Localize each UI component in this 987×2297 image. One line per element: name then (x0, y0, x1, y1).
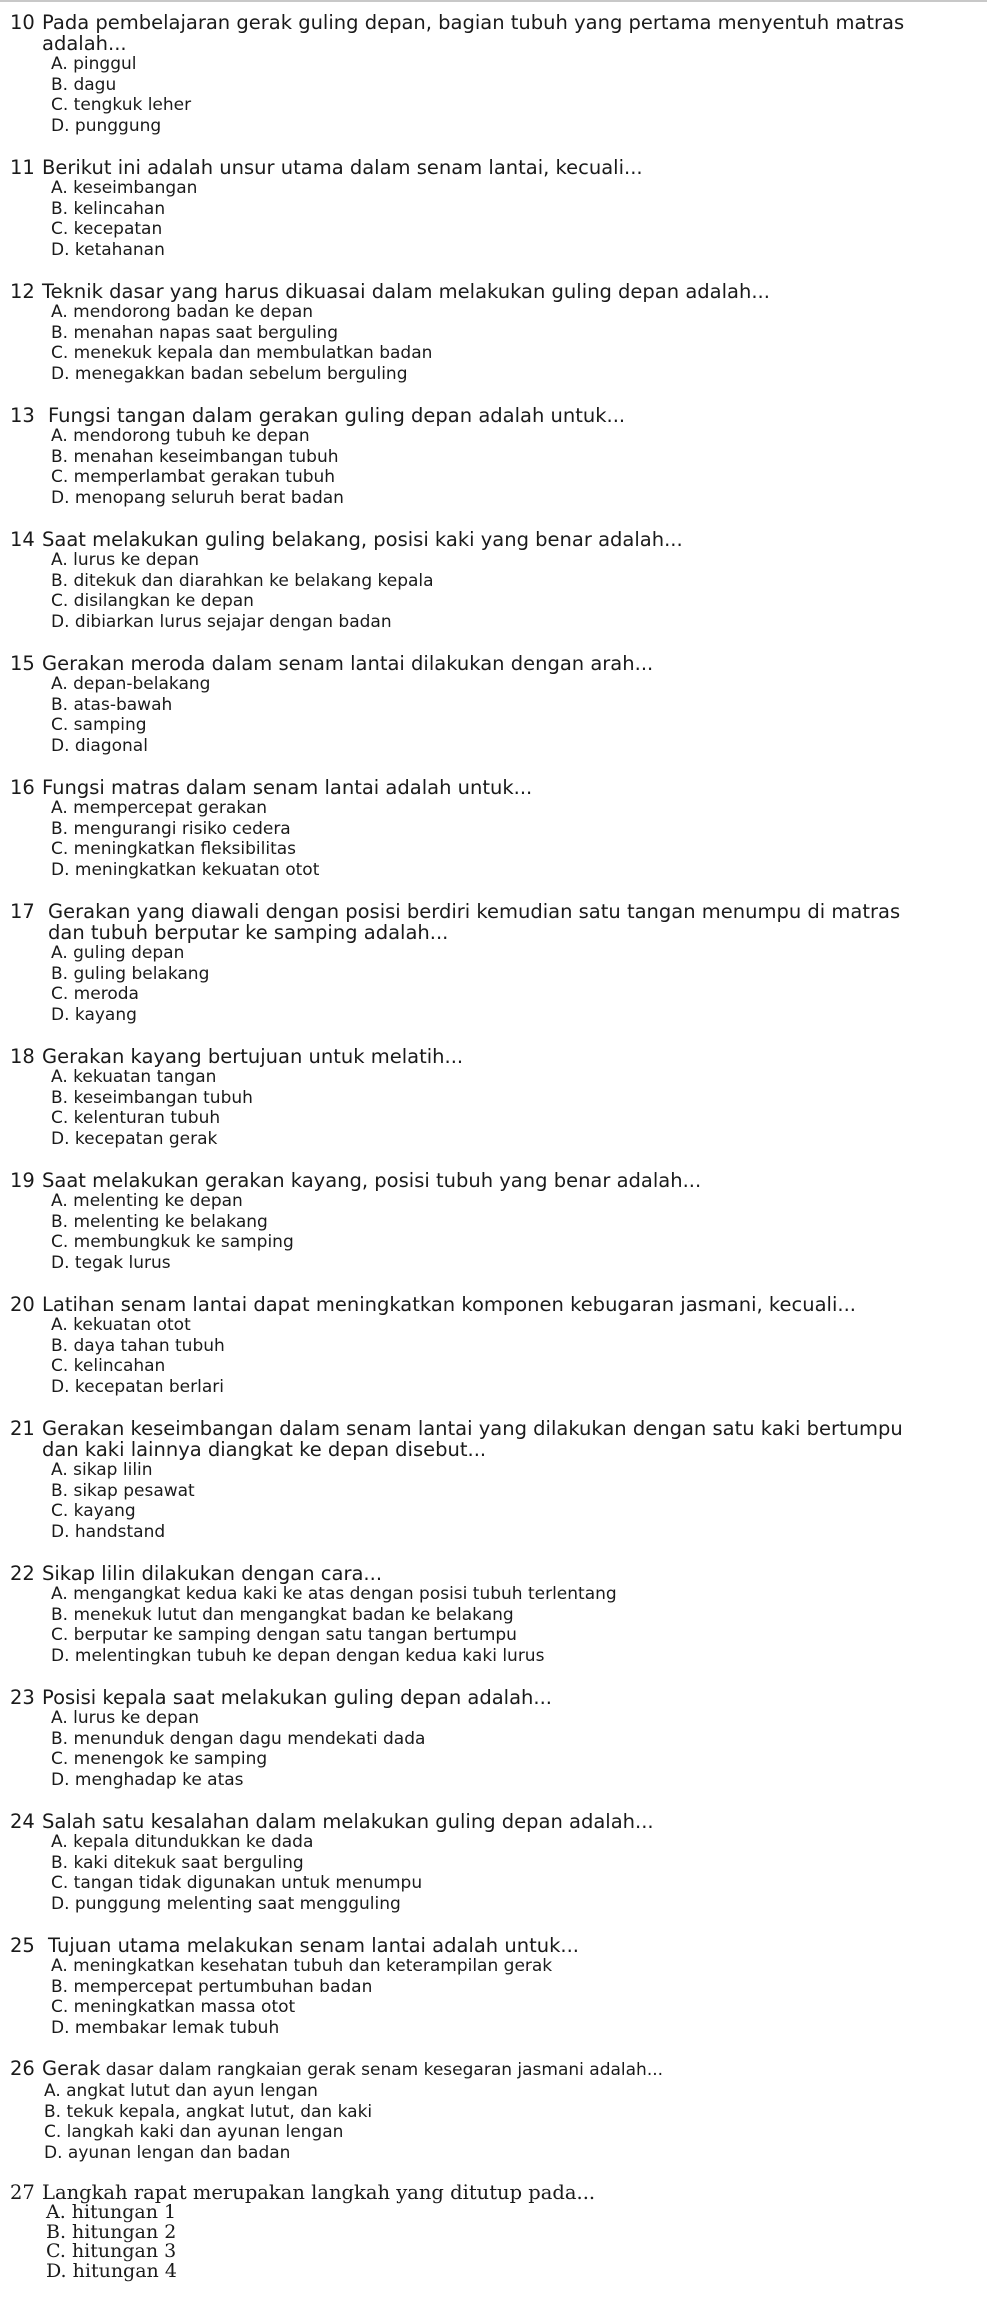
question-stem (0, 1418, 987, 1460)
option-d: D. kecepatan gerak (51, 1128, 218, 1149)
question-number: 27 (10, 2181, 35, 2204)
option-c: C. disilangkan ke depan (51, 591, 254, 611)
option-c: C. kecepatan (51, 219, 163, 239)
question-20 (0, 1294, 987, 1397)
option-d: D. hitungan 4 (46, 2259, 177, 2282)
question-number: 25 (10, 1934, 35, 1957)
option-d: D. ayunan lengan dan badan (44, 2142, 291, 2163)
question-stem (0, 1170, 987, 1191)
option-a: A. pinggul (51, 54, 137, 74)
option-a: A. kepala ditundukkan ke dada (51, 1832, 314, 1852)
option-d: D. menopang seluruh berat badan (51, 487, 344, 508)
question-text: Latihan senam lantai dapat meningkatkan komponen kebugaran jasmani, kecuali... (42, 1293, 856, 1316)
option-a: A. meningkatkan kesehatan tubuh dan keterampilan gerak (51, 1956, 553, 1976)
question-stem (0, 901, 987, 943)
question-stem (0, 1046, 987, 1067)
option-b: B. ditekuk dan diarahkan ke belakang kepala (51, 570, 434, 591)
question-text: Posisi kepala saat melakukan guling depan adalah... (42, 1686, 552, 1709)
option-d: D. menegakkan badan sebelum berguling (51, 363, 408, 384)
question-text: Berikut ini adalah unsur utama dalam senam lantai, kecuali... (42, 156, 643, 179)
question-stem (0, 529, 987, 550)
question-stem (0, 12, 987, 54)
option-b: B. atas-bawah (51, 694, 173, 715)
option-b: B. sikap pesawat (51, 1480, 195, 1501)
question-head-word: Gerak (42, 2057, 101, 2080)
option-a: A. kekuatan otot (51, 1315, 191, 1335)
question-stem (0, 2182, 987, 2203)
question-text: Teknik dasar yang harus dikuasai dalam melakukan guling depan adalah... (42, 280, 770, 303)
option-a: A. mendorong badan ke depan (51, 302, 314, 322)
question-text: Sikap lilin dilakukan dengan cara... (42, 1562, 383, 1585)
question-stem (0, 2058, 987, 2081)
question-text: Fungsi matras dalam senam lantai adalah untuk... (42, 776, 533, 799)
option-b: B. mempercepat pertumbuhan badan (51, 1976, 373, 1997)
question-17 (0, 901, 987, 1025)
question-15 (0, 653, 987, 756)
option-a: A. kekuatan tangan (51, 1067, 217, 1087)
option-b: B. melenting ke belakang (51, 1211, 268, 1232)
option-b: B. kelincahan (51, 198, 166, 219)
option-d: D. melentingkan tubuh ke depan dengan kedua kaki lurus (51, 1645, 545, 1666)
option-a: A. mengangkat kedua kaki ke atas dengan posisi tubuh terlentang (51, 1584, 617, 1604)
option-a: A. lurus ke depan (51, 1708, 199, 1728)
question-number: 12 (10, 280, 35, 303)
option-c: C. kelincahan (51, 1356, 166, 1376)
question-text: Gerakan kayang bertujuan untuk melatih... (42, 1045, 464, 1068)
question-number: 21 (10, 1417, 35, 1440)
option-c: C. tengkuk leher (51, 95, 192, 115)
option-d: D. tegak lurus (51, 1252, 171, 1273)
question-27 (0, 2182, 987, 2281)
question-18 (0, 1046, 987, 1149)
option-a: A. mendorong tubuh ke depan (51, 426, 310, 446)
question-text: Saat melakukan guling belakang, posisi kaki yang benar adalah... (42, 528, 683, 551)
option-d: D. kecepatan berlari (51, 1376, 224, 1397)
option-c: C. tangan tidak digunakan untuk menumpu (51, 1873, 423, 1893)
option-d: D. punggung melenting saat mengguling (51, 1893, 401, 1914)
option-b: B. menunduk dengan dagu mendekati dada (51, 1728, 426, 1749)
question-stem (0, 777, 987, 798)
question-13 (0, 405, 987, 508)
question-stem (0, 281, 987, 302)
option-b: B. dagu (51, 74, 117, 95)
option-a: A. keseimbangan (51, 178, 198, 198)
question-number: 16 (10, 776, 35, 799)
option-c: C. hitungan 3 (46, 2240, 177, 2262)
option-c: C. meningkatkan massa otot (51, 1997, 296, 2017)
option-d: D. diagonal (51, 735, 148, 756)
option-c: C. memperlambat gerakan tubuh (51, 467, 336, 487)
option-a: A. sikap lilin (51, 1460, 153, 1480)
option-a: A. melenting ke depan (51, 1191, 243, 1211)
question-number: 17 (10, 900, 35, 923)
option-b: B. menahan keseimbangan tubuh (51, 446, 339, 467)
question-10 (0, 12, 987, 136)
question-stem (0, 1935, 987, 1956)
question-number: 22 (10, 1562, 35, 1585)
question-number: 11 (10, 156, 35, 179)
option-c: C. menengok ke samping (51, 1749, 268, 1769)
option-d: D. ketahanan (51, 239, 165, 260)
option-b: B. daya tahan tubuh (51, 1335, 225, 1356)
option-b: B. keseimbangan tubuh (51, 1087, 253, 1108)
option-a: A. hitungan 1 (46, 2201, 177, 2223)
option-a: A. guling depan (51, 943, 185, 963)
question-number: 20 (10, 1293, 35, 1316)
question-text: dasar dalam rangkaian gerak senam kesegaran jasmani adalah... (105, 2060, 664, 2080)
option-c: C. kelenturan tubuh (51, 1108, 221, 1128)
question-21 (0, 1418, 987, 1542)
question-24 (0, 1811, 987, 1914)
question-text: Fungsi tangan dalam gerakan guling depan adalah untuk... (48, 404, 626, 427)
question-text: Pada pembelajaran gerak guling depan, bagian tubuh yang pertama menyentuh matras adalah... (42, 11, 905, 55)
question-text: Langkah rapat merupakan langkah yang ditutup pada... (42, 2181, 596, 2204)
option-d: D. kayang (51, 1004, 137, 1025)
question-stem (0, 1294, 987, 1315)
question-text: Gerakan yang diawali dengan posisi berdiri kemudian satu tangan menumpu di matras dan tubuh berputar ke samping adalah... (48, 900, 901, 944)
question-22 (0, 1563, 987, 1666)
question-19 (0, 1170, 987, 1273)
option-d: D. punggung (51, 115, 162, 136)
option-a: A. lurus ke depan (51, 550, 199, 570)
option-b: B. menekuk lutut dan mengangkat badan ke belakang (51, 1604, 514, 1625)
option-c: C. meningkatkan fleksibilitas (51, 839, 297, 859)
option-a: A. angkat lutut dan ayun lengan (44, 2081, 318, 2101)
option-c: C. berputar ke samping dengan satu tangan bertumpu (51, 1625, 517, 1645)
question-26 (0, 2058, 987, 2163)
question-number: 19 (10, 1169, 35, 1192)
option-b: B. hitungan 2 (46, 2220, 177, 2243)
option-c: C. membungkuk ke samping (51, 1232, 294, 1252)
option-d: D. meningkatkan kekuatan otot (51, 859, 320, 880)
question-stem (0, 1687, 987, 1708)
option-a: A. mempercepat gerakan (51, 798, 268, 818)
option-c: C. langkah kaki dan ayunan lengan (44, 2122, 344, 2142)
question-text: Salah satu kesalahan dalam melakukan guling depan adalah... (42, 1810, 654, 1833)
question-stem (0, 157, 987, 178)
option-a: A. depan-belakang (51, 674, 211, 694)
option-c: C. samping (51, 715, 147, 735)
question-stem (0, 1811, 987, 1832)
question-number: 23 (10, 1686, 35, 1709)
question-23 (0, 1687, 987, 1790)
question-stem (0, 405, 987, 426)
question-stem (0, 653, 987, 674)
option-c: C. meroda (51, 984, 139, 1004)
question-number: 26 (10, 2057, 35, 2080)
question-number: 18 (10, 1045, 35, 1068)
question-14 (0, 529, 987, 632)
question-stem (0, 1563, 987, 1584)
question-number: 24 (10, 1810, 35, 1833)
option-b: B. tekuk kepala, angkat lutut, dan kaki (44, 2101, 373, 2122)
option-d: D. dibiarkan lurus sejajar dengan badan (51, 611, 392, 632)
question-number: 15 (10, 652, 35, 675)
top-border (0, 0, 987, 2)
question-number: 13 (10, 404, 35, 427)
option-b: B. guling belakang (51, 963, 210, 984)
question-number: 10 (10, 11, 35, 34)
option-c: C. menekuk kepala dan membulatkan badan (51, 343, 433, 363)
question-text: Saat melakukan gerakan kayang, posisi tubuh yang benar adalah... (42, 1169, 702, 1192)
question-text: Gerakan meroda dalam senam lantai dilakukan dengan arah... (42, 652, 654, 675)
question-text: Tujuan utama melakukan senam lantai adalah untuk... (48, 1934, 579, 1957)
question-16 (0, 777, 987, 880)
option-c: C. kayang (51, 1501, 136, 1521)
option-d: D. handstand (51, 1521, 166, 1542)
question-12 (0, 281, 987, 384)
option-b: B. kaki ditekuk saat berguling (51, 1852, 304, 1873)
option-d: D. menghadap ke atas (51, 1769, 244, 1790)
option-d: D. membakar lemak tubuh (51, 2017, 280, 2038)
question-text: Gerakan keseimbangan dalam senam lantai yang dilakukan dengan satu kaki bertumpu dan kaki lainnya diangkat ke depan disebut... (42, 1417, 903, 1461)
question-25 (0, 1935, 987, 2038)
option-b: B. menahan napas saat berguling (51, 322, 338, 343)
question-number: 14 (10, 528, 35, 551)
option-b: B. mengurangi risiko cedera (51, 818, 291, 839)
question-11 (0, 157, 987, 260)
